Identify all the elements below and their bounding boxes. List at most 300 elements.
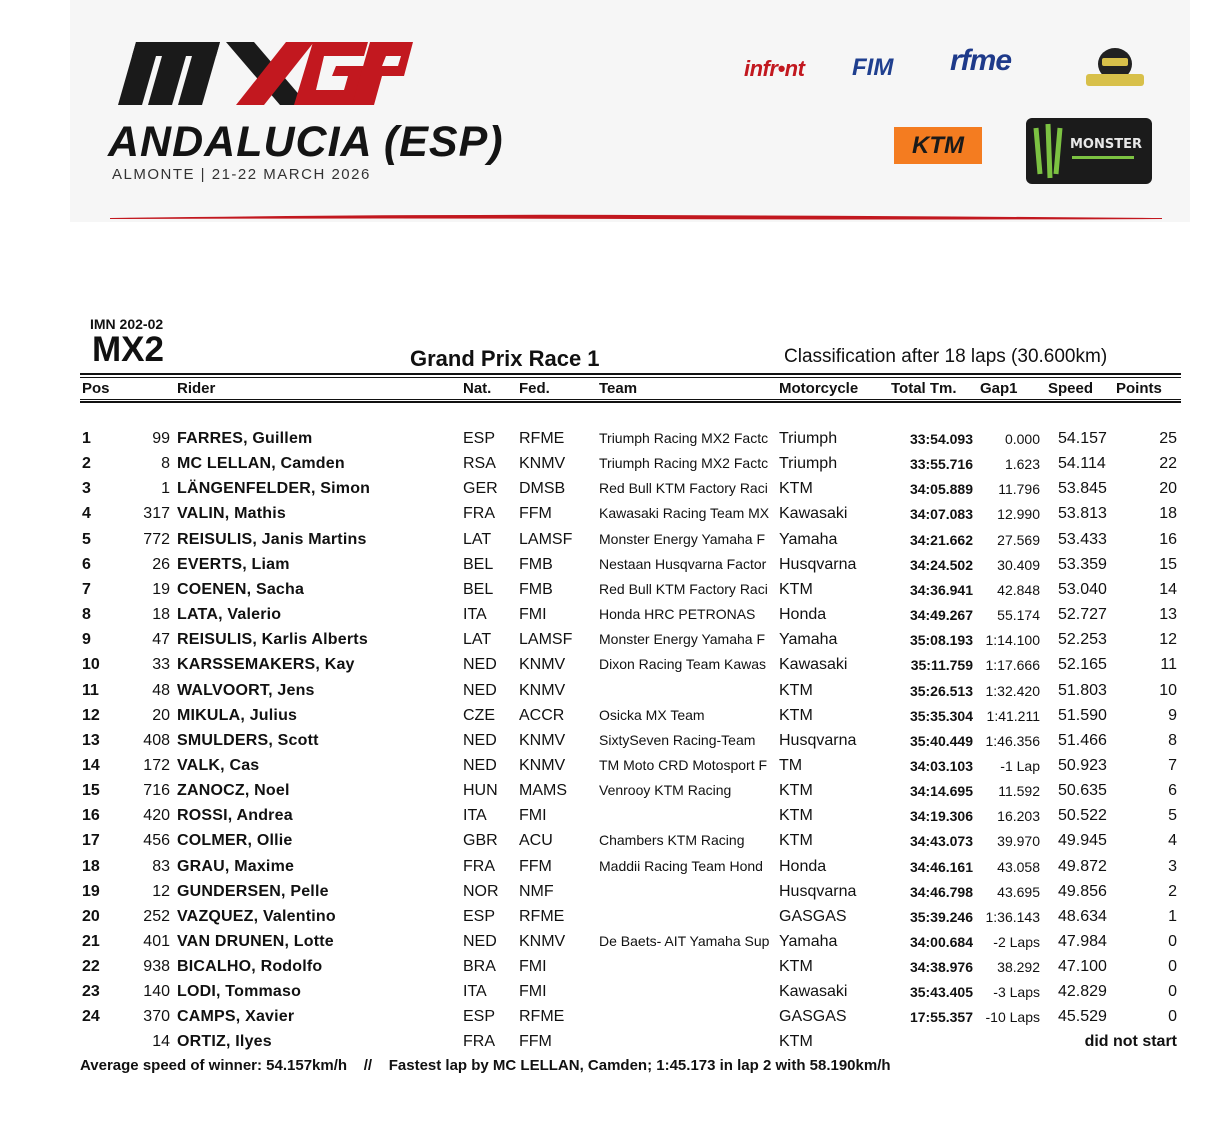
result-rider: REISULIS, Karlis Alberts [177,631,368,649]
rfme-logo-subtext [988,80,990,86]
result-rider: EVERTS, Liam [177,555,290,573]
result-number: 408 [143,731,170,749]
table-row [0,1008,1220,1033]
result-team: Chambers KTM Racing [599,832,745,849]
result-team: SixtySeven Racing-Team [599,731,756,748]
result-motorcycle: Kawasaki [779,505,848,523]
result-gap: -10 Laps [985,1009,1040,1026]
result-speed: 54.157 [1058,430,1107,447]
result-rider: LÄNGENFELDER, Simon [177,480,371,498]
result-points: 2 [1168,882,1177,900]
result-fed: KNMV [519,455,566,473]
helmet-logo [1080,44,1150,92]
result-fed: KNMV [519,756,566,774]
race-title: Grand Prix Race 1 [410,346,600,371]
result-nat: ESP [463,907,496,925]
result-rider: COENEN, Sacha [177,580,305,598]
result-nat: NED [463,731,497,749]
class-name: MX2 [92,330,164,369]
result-pos: 13 [82,731,100,749]
result-pos: 22 [82,958,100,976]
result-rider: CAMPS, Xavier [177,1008,295,1026]
col-pos: Pos [82,380,110,397]
result-nat: BEL [463,580,494,598]
table-row [0,707,1220,732]
result-points: 11 [1160,656,1177,674]
result-total-time: 35:40.449 [909,732,973,749]
result-speed: 48.634 [1058,907,1107,925]
result-team: Maddii Racing Team Hond [599,857,763,874]
dns-row [0,1033,1220,1058]
result-gap: 42.848 [997,581,1040,598]
result-total-time: 34:03.103 [909,757,973,774]
result-number: 47 [152,631,170,649]
result-motorcycle: Yamaha [779,933,838,950]
table-row [0,430,1220,455]
col-fed: Fed. [519,380,550,397]
table-row [0,983,1220,1008]
table-row [0,606,1220,631]
result-motorcycle: GASGAS [779,907,847,925]
monster-energy-logo [1026,118,1152,184]
result-speed: 54.114 [1058,455,1106,473]
table-row [0,455,1220,480]
result-gap: 16.203 [997,808,1040,825]
result-number: 252 [143,907,170,925]
result-nat: BRA [463,958,496,976]
result-gap: 43.058 [997,858,1040,875]
result-team: Monster Energy Yamaha F [599,631,766,648]
result-pos: 23 [82,983,100,1001]
result-total-time: 34:00.684 [909,934,973,950]
result-speed: 50.923 [1058,756,1107,774]
result-team: De Baets- AIT Yamaha Sup [599,933,770,949]
dns-status: did not start [1084,1033,1177,1050]
result-total-time: 35:39.246 [909,908,973,925]
result-total-time: 33:55.716 [909,456,973,473]
result-motorcycle: Husqvarna [779,882,857,900]
result-fed: KNMV [519,731,566,749]
result-rider: SMULDERS, Scott [177,731,319,749]
result-team: Dixon Racing Team Kawas [599,656,767,673]
result-pos: 3 [82,480,91,498]
result-points: 15 [1159,555,1177,573]
result-nat: GBR [463,832,498,850]
result-speed: 53.359 [1058,555,1107,573]
table-row [0,556,1220,581]
result-nat: RSA [463,455,496,473]
red-swoosh-divider [110,212,1162,222]
result-fed: ACU [519,832,553,850]
dns-fed: FFM [519,1033,552,1050]
table-row [0,883,1220,908]
result-pos: 14 [82,756,100,774]
result-number: 420 [143,807,170,825]
result-points: 16 [1159,530,1177,548]
result-nat: GER [463,480,498,498]
result-fed: FMI [519,983,547,1001]
result-fed: FMI [519,606,547,624]
result-points: 25 [1159,430,1177,447]
result-points: 0 [1168,983,1177,1001]
result-motorcycle: KTM [779,832,813,850]
result-team: Red Bull KTM Factory Raci [599,580,768,597]
result-number: 456 [143,832,170,850]
result-number: 8 [161,455,170,473]
result-rider: WALVOORT, Jens [177,681,315,699]
result-motorcycle: Honda [779,857,827,875]
dns-nat: FRA [463,1033,495,1050]
result-number: 12 [152,882,170,900]
result-speed: 49.872 [1058,857,1107,875]
result-points: 18 [1159,505,1177,523]
result-points: 3 [1168,857,1177,875]
result-pos: 8 [82,606,91,624]
result-gap: 1:17.666 [985,657,1040,674]
result-total-time: 35:35.304 [909,707,973,724]
result-fed: DMSB [519,480,566,498]
ktm-logo: KTM [894,127,982,164]
result-fed: KNMV [519,656,566,674]
result-team: TM Moto CRD Motosport F [599,756,768,773]
result-points: 0 [1168,1008,1177,1026]
result-pos: 19 [82,882,100,900]
result-pos: 15 [82,782,100,800]
result-total-time: 34:19.306 [909,808,973,825]
result-rider: KARSSEMAKERS, Kay [177,656,355,674]
result-number: 317 [143,505,170,523]
result-nat: NOR [463,882,499,900]
result-pos: 21 [82,933,100,950]
table-row [0,732,1220,757]
result-number: 1 [161,480,170,498]
result-pos: 10 [82,656,100,674]
result-total-time: 34:07.083 [909,506,973,523]
result-gap: -3 Laps [993,984,1040,1001]
result-gap: 1:32.420 [985,682,1040,699]
monster-logo-text: MONSTER [1070,137,1142,152]
result-gap: 1:41.211 [986,707,1040,724]
header-rule-bottom [80,401,1181,403]
result-nat: ESP [463,1008,496,1026]
result-nat: LAT [463,530,492,548]
result-gap: 0.000 [1004,431,1040,447]
result-pos: 4 [82,505,91,523]
result-fed: NMF [519,882,554,900]
result-motorcycle: Yamaha [779,631,838,649]
result-team: Osicka MX Team [599,706,705,723]
result-nat: FRA [463,505,495,523]
result-team: Honda HRC PETRONAS [599,606,756,623]
result-fed: KNMV [519,681,566,699]
result-nat: ITA [463,983,487,1001]
table-row [0,682,1220,707]
result-pos: 7 [82,580,91,598]
result-motorcycle: Triumph [779,430,838,447]
result-number: 48 [152,681,170,699]
result-pos: 6 [82,555,91,573]
result-total-time: 34:24.502 [909,556,973,573]
result-rider: ROSSI, Andrea [177,807,293,825]
result-total-time: 35:26.513 [909,682,973,699]
result-points: 13 [1159,606,1177,624]
table-row [0,656,1220,681]
result-pos: 5 [82,530,91,548]
dns-number: 14 [152,1033,170,1050]
col-points: Points [1116,380,1162,397]
result-total-time: 35:43.405 [909,984,973,1001]
result-fed: FMB [519,580,553,598]
table-row [0,581,1220,606]
result-points: 9 [1168,706,1177,724]
result-points: 10 [1159,681,1177,699]
col-motorcycle: Motorcycle [779,380,859,397]
result-motorcycle: Husqvarna [779,555,857,573]
header-rule-bottom-thin [80,399,1181,400]
result-fed: LAMSF [519,631,573,649]
result-fed: RFME [519,430,565,447]
result-motorcycle: KTM [779,681,813,699]
result-motorcycle: Kawasaki [779,656,848,674]
result-points: 1 [1168,907,1177,925]
result-number: 370 [143,1008,170,1026]
result-speed: 45.529 [1058,1008,1107,1026]
result-number: 83 [152,857,170,875]
result-motorcycle: Husqvarna [779,731,857,749]
result-total-time: 35:08.193 [909,632,973,649]
result-gap: -2 Laps [993,934,1040,950]
table-row [0,832,1220,857]
result-motorcycle: KTM [779,480,813,498]
result-nat: BEL [463,555,494,573]
result-points: 14 [1159,580,1177,598]
rfme-logo: rfme [950,44,1012,77]
result-points: 5 [1168,807,1177,825]
result-nat: ITA [463,807,487,825]
result-number: 938 [143,958,170,976]
result-number: 20 [152,706,170,724]
result-speed: 47.100 [1058,958,1107,976]
result-gap: 1.623 [1004,456,1040,473]
result-gap: 39.970 [997,833,1040,850]
result-rider: GRAU, Maxime [177,857,295,875]
result-speed: 51.803 [1058,681,1107,699]
result-fed: KNMV [519,933,566,950]
result-speed: 52.727 [1058,606,1107,624]
result-rider: VAZQUEZ, Valentino [177,907,336,925]
result-team: Red Bull KTM Factory Raci [599,480,768,497]
result-speed: 49.856 [1058,882,1107,900]
result-rider: MC LELLAN, Camden [177,455,345,473]
result-points: 0 [1168,933,1177,950]
result-speed: 52.165 [1058,656,1107,674]
result-fed: FMI [519,807,547,825]
result-speed: 53.845 [1058,480,1107,498]
footer-summary: Average speed of winner: 54.157km/h // Fastest lap by MC LELLAN, Camden; 1:45.173 in lap 2 with 58.190km/h [80,1057,891,1074]
result-total-time: 34:46.798 [909,883,973,900]
result-motorcycle: KTM [779,958,813,976]
header-rule-top [80,373,1181,375]
result-pos: 2 [82,455,91,473]
event-title: ANDALUCIA (ESP) [108,118,504,166]
result-gap: 1:46.356 [985,732,1040,749]
result-nat: NED [463,756,497,774]
result-number: 26 [152,555,170,573]
result-gap: 27.569 [997,531,1040,548]
result-gap: 38.292 [997,959,1040,976]
result-motorcycle: Honda [779,606,827,624]
table-row [0,531,1220,556]
result-number: 172 [143,756,170,774]
result-number: 140 [143,983,170,1001]
result-motorcycle: KTM [779,706,813,724]
result-points: 6 [1168,782,1177,800]
result-pos: 1 [82,430,91,447]
result-rider: VALK, Cas [177,756,260,774]
result-fed: FFM [519,857,552,875]
table-row [0,908,1220,933]
result-rider: VAN DRUNEN, Lotte [177,933,334,950]
result-gap: 1:14.100 [985,632,1040,649]
result-pos: 24 [82,1008,100,1026]
result-total-time: 17:55.357 [909,1009,973,1026]
result-rider: COLMER, Ollie [177,832,293,850]
result-gap: 30.409 [997,556,1040,573]
result-rider: GUNDERSEN, Pelle [177,882,329,900]
table-row [0,958,1220,983]
result-team: Venrooy KTM Racing [599,782,732,799]
result-team: Kawasaki Racing Team MX [599,505,770,522]
result-nat: HUN [463,782,498,800]
result-number: 772 [143,530,170,548]
table-row [0,757,1220,782]
result-rider: BICALHO, Rodolfo [177,958,323,976]
result-fed: RFME [519,907,565,925]
result-rider: REISULIS, Janis Martins [177,530,367,548]
result-rider: MIKULA, Julius [177,706,298,724]
result-rider: LATA, Valerio [177,606,282,624]
result-points: 4 [1168,832,1177,850]
result-gap: 43.695 [997,883,1040,900]
result-nat: NED [463,933,497,950]
result-gap: 11.796 [998,481,1040,498]
result-team: Monster Energy Yamaha F [599,530,766,547]
table-row [0,807,1220,832]
event-subtitle: ALMONTE | 21-22 MARCH 2026 [112,166,371,183]
result-total-time: 34:46.161 [909,858,973,875]
result-number: 716 [143,782,170,800]
table-row [0,505,1220,530]
mxgp-logo [108,30,418,110]
infront-logo: infr•nt [744,56,805,81]
col-team: Team [599,380,638,397]
result-gap: -1 Lap [1000,757,1040,774]
result-total-time: 34:05.889 [909,481,973,498]
result-fed: FMI [519,958,547,976]
result-number: 18 [152,606,170,624]
header-rule-top-thin [80,377,1181,378]
table-row [0,933,1220,958]
result-rider: FARRES, Guillem [177,430,313,447]
result-pos: 16 [82,807,100,825]
result-pos: 11 [82,681,99,699]
result-speed: 51.590 [1058,706,1107,724]
result-total-time: 34:49.267 [909,607,973,624]
result-fed: LAMSF [519,530,573,548]
result-points: 22 [1159,455,1177,473]
result-gap: 11.592 [998,783,1040,800]
result-gap: 1:36.143 [985,908,1040,925]
result-speed: 53.040 [1058,580,1107,598]
result-gap: 12.990 [997,506,1040,523]
result-fed: FMB [519,555,553,573]
result-motorcycle: TM [779,756,803,774]
result-speed: 53.433 [1058,530,1107,548]
result-pos: 12 [82,706,100,724]
result-number: 19 [152,580,170,598]
result-total-time: 34:43.073 [909,833,973,850]
result-total-time: 34:21.662 [909,531,973,548]
result-nat: ITA [463,606,487,624]
result-points: 12 [1159,631,1177,649]
result-fed: RFME [519,1008,565,1026]
result-points: 7 [1168,756,1177,774]
result-speed: 42.829 [1058,983,1107,1001]
result-fed: ACCR [519,706,565,724]
table-row [0,631,1220,656]
result-motorcycle: Yamaha [779,530,838,548]
result-rider: LODI, Tommaso [177,983,302,1001]
result-team: Nestaan Husqvarna Factor [599,555,767,572]
result-nat: LAT [463,631,492,649]
result-nat: ESP [463,430,496,447]
result-points: 8 [1168,731,1177,749]
result-team: Triumph Racing MX2 Factc [599,455,769,472]
table-row [0,858,1220,883]
result-total-time: 34:38.976 [909,959,973,976]
result-nat: NED [463,681,497,699]
table-row [0,782,1220,807]
result-speed: 50.635 [1058,782,1107,800]
result-motorcycle: Triumph [779,455,838,473]
result-total-time: 33:54.093 [909,431,973,447]
result-number: 33 [152,656,170,674]
document-code: IMN 202-02 [90,316,164,332]
result-gap: 55.174 [997,607,1040,624]
result-fed: MAMS [519,782,567,800]
fim-logo: FIM [852,54,894,81]
result-motorcycle: GASGAS [779,1008,847,1026]
dns-motorcycle: KTM [779,1033,813,1050]
result-pos: 18 [82,857,100,875]
result-total-time: 34:14.695 [909,783,973,800]
col-rider: Rider [177,380,216,397]
result-fed: FFM [519,505,552,523]
result-number: 401 [143,933,170,950]
result-pos: 17 [82,832,100,850]
col-gap: Gap1 [980,380,1018,397]
classification-note: Classification after 18 laps (30.600km) [784,346,1108,367]
result-motorcycle: KTM [779,782,813,800]
col-speed: Speed [1048,380,1094,397]
result-pos: 20 [82,907,100,925]
result-points: 20 [1159,480,1177,498]
result-speed: 49.945 [1058,832,1107,850]
result-speed: 51.466 [1058,731,1107,749]
result-nat: NED [463,656,497,674]
result-team: Triumph Racing MX2 Factc [599,430,769,446]
result-pos: 9 [82,631,91,649]
